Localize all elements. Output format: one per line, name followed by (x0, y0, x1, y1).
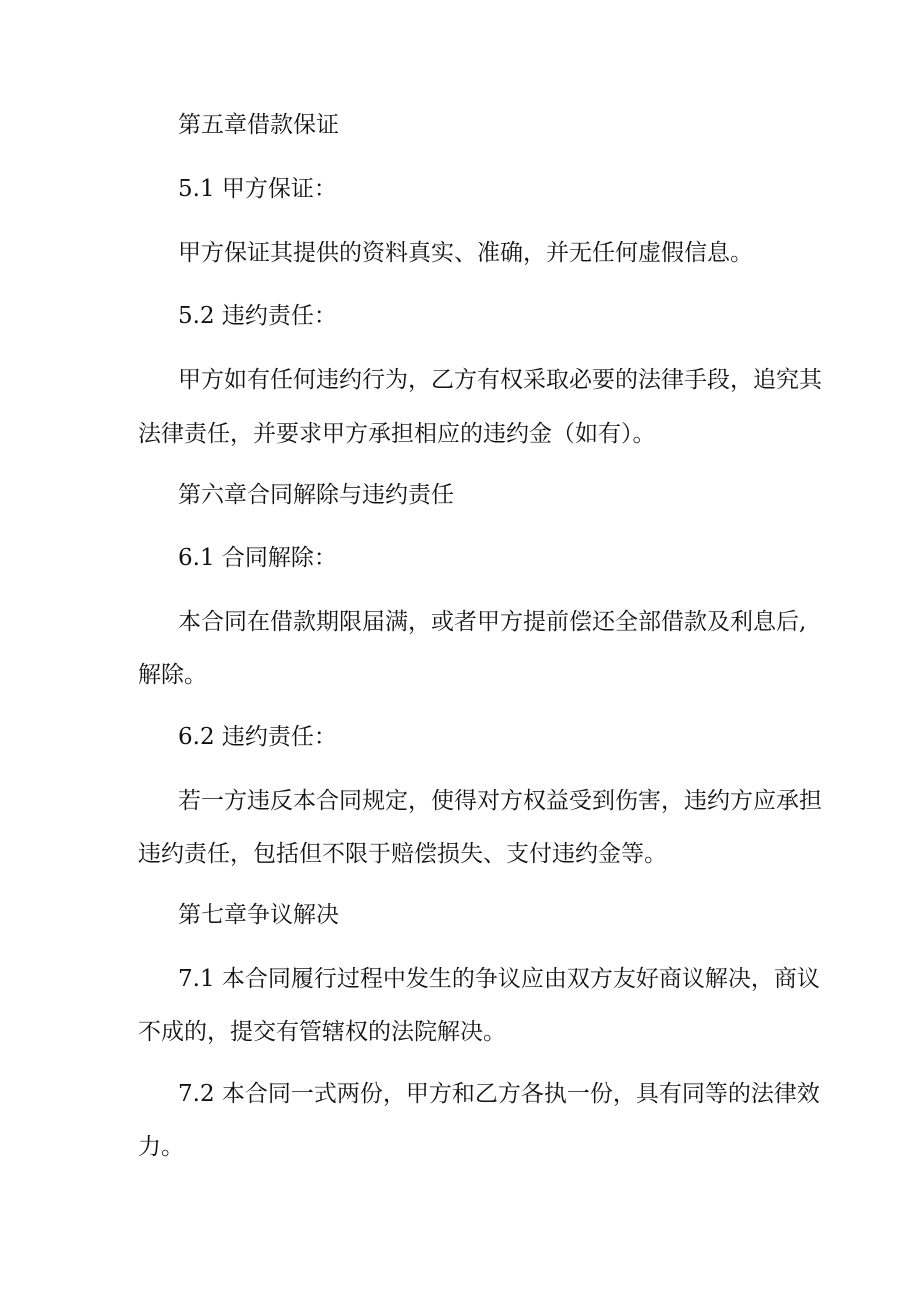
clause-6-2-title: 6.2 违约责任： (178, 724, 337, 750)
chapter-5-heading: 第五章借款保证 (178, 112, 339, 138)
clause-5-2-text-line1: 甲方如有任何违约行为，乙方有权采取必要的法律手段，追究其 (178, 367, 822, 393)
clause-6-1-text-line1: 本合同在借款期限届满，或者甲方提前偿还全部借款及利息后, (178, 609, 807, 635)
clause-6-1-title: 6.1 合同解除： (178, 545, 337, 571)
clause-6-2-text-line1: 若一方违反本合同规定，使得对方权益受到伤害，违约方应承担 (178, 788, 822, 814)
clause-7-2-line1: 7.2 本合同一式两份，甲方和乙方各执一份，具有同等的法律效 (178, 1081, 820, 1107)
clause-5-2-title: 5.2 违约责任： (178, 303, 337, 329)
chapter-7-heading: 第七章争议解决 (178, 902, 339, 928)
chapter-6-heading: 第六章合同解除与违约责任 (178, 482, 454, 508)
clause-7-2-line2: 力。 (138, 1134, 184, 1160)
clause-5-2-text-line2: 法律责任，并要求甲方承担相应的违约金（如有）。 (138, 421, 656, 447)
clause-7-1-line2: 不成的，提交有管辖权的法院解决。 (138, 1019, 506, 1045)
clause-6-2-text-line2: 违约责任，包括但不限于赔偿损失、支付违约金等。 (138, 841, 667, 867)
clause-7-1-line1: 7.1 本合同履行过程中发生的争议应由双方友好商议解决，商议 (178, 966, 820, 992)
clause-6-1-text-line2: 解除。 (138, 662, 207, 688)
clause-5-1-text: 甲方保证其提供的资料真实、准确，并无任何虚假信息。 (178, 240, 753, 266)
clause-5-1-title: 5.1 甲方保证： (178, 176, 337, 202)
